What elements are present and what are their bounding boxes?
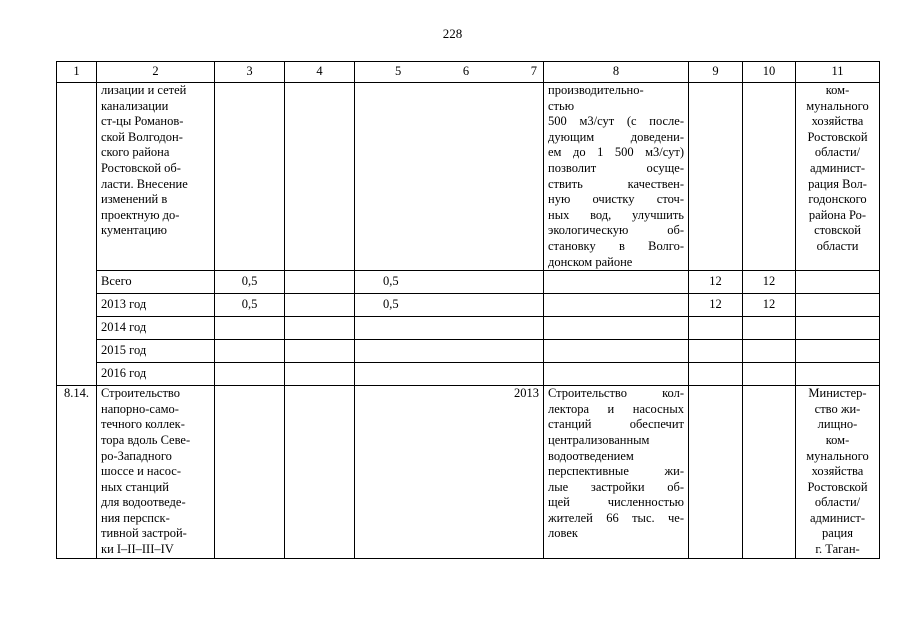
indicator-col-9: 12: [689, 294, 743, 317]
year-label: 2016 год: [97, 363, 215, 386]
cont-name-cell: лизации и сетей канализации ст-цы Романов- ской Волгодон- ского района Ростовской об- ласти. Внесение изменений в проектную до- кументацию: [97, 83, 215, 271]
item-deadline: 2013: [355, 386, 544, 559]
year-label: 2014 год: [97, 317, 215, 340]
cont-col-5-7: [355, 83, 544, 271]
header-col-9: 9: [689, 62, 743, 83]
item-row-8-14: [57, 386, 880, 559]
item-number: 8.14.: [57, 386, 97, 559]
cont-col-9: [689, 83, 743, 271]
year-row-total: [57, 271, 880, 294]
year-row-2015: [57, 340, 880, 363]
header-col-4: 4: [285, 62, 355, 83]
item-result-cell: Строительство кол- лектора и насосных станций обеспечит централизованным водоотведением перспективные жи- лые застройки об- щей численностью жителей 66 тыс. че- ловек: [544, 386, 689, 559]
header-col-5: 5: [395, 64, 402, 79]
funding-col-5: 0,5: [355, 271, 544, 294]
cont-result-cell: производительно- стью 500 м3/сут (с после- дующим доведени- ем до 1 500 м3/сут) позволит осуще- ствить качествен- ную очистку сточ- ных вод, улучшить экологическую об- становку в Волго- донском районе: [544, 83, 689, 271]
header-col-5-6-7: [355, 62, 544, 83]
year-label: Всего: [97, 271, 215, 294]
cont-responsible-cell: ком- мунального хозяйства Ростовской области/ админист- рация Вол- годонского района Ро- стовской области: [796, 83, 880, 271]
header-col-8: 8: [544, 62, 689, 83]
indicator-col-10: 12: [743, 294, 796, 317]
funding-col-3: 0,5: [215, 271, 285, 294]
funding-col-3: 0,5: [215, 294, 285, 317]
page-number: 228: [442, 26, 463, 41]
year-row-2016: [57, 363, 880, 386]
year-row-2013: [57, 294, 880, 317]
cont-col-4: [285, 83, 355, 271]
cont-col-10: [743, 83, 796, 271]
header-col-6: 6: [462, 64, 470, 79]
continuation-row: [57, 83, 880, 271]
year-label: 2015 год: [97, 340, 215, 363]
header-col-2: 2: [97, 62, 215, 83]
indicator-col-10: 12: [743, 271, 796, 294]
item-responsible-cell: Министер- ство жи- лищно- ком- мунального хозяйства Ростовской области/ админист- рация г. Таган-: [796, 386, 880, 559]
funding-col-5: 0,5: [355, 294, 544, 317]
indicator-col-9: 12: [689, 271, 743, 294]
header-col-10: 10: [743, 62, 796, 83]
header-col-1: 1: [57, 62, 97, 83]
header-col-7: 7: [530, 64, 537, 79]
cont-num-cell: [57, 83, 97, 271]
program-table: [56, 61, 880, 559]
year-label: 2013 год: [97, 294, 215, 317]
header-row: [57, 62, 880, 83]
cont-col-3: [215, 83, 285, 271]
header-col-11: 11: [796, 62, 880, 83]
item-name-cell: Строительство напорно-само- течного коллек- тора вдоль Севе- ро-Западного шоссе и насос- ных станций для водоотведе- ния перспск- тивной застрой- ки I–II–III–IV: [97, 386, 215, 559]
header-col-3: 3: [215, 62, 285, 83]
year-row-2014: [57, 317, 880, 340]
